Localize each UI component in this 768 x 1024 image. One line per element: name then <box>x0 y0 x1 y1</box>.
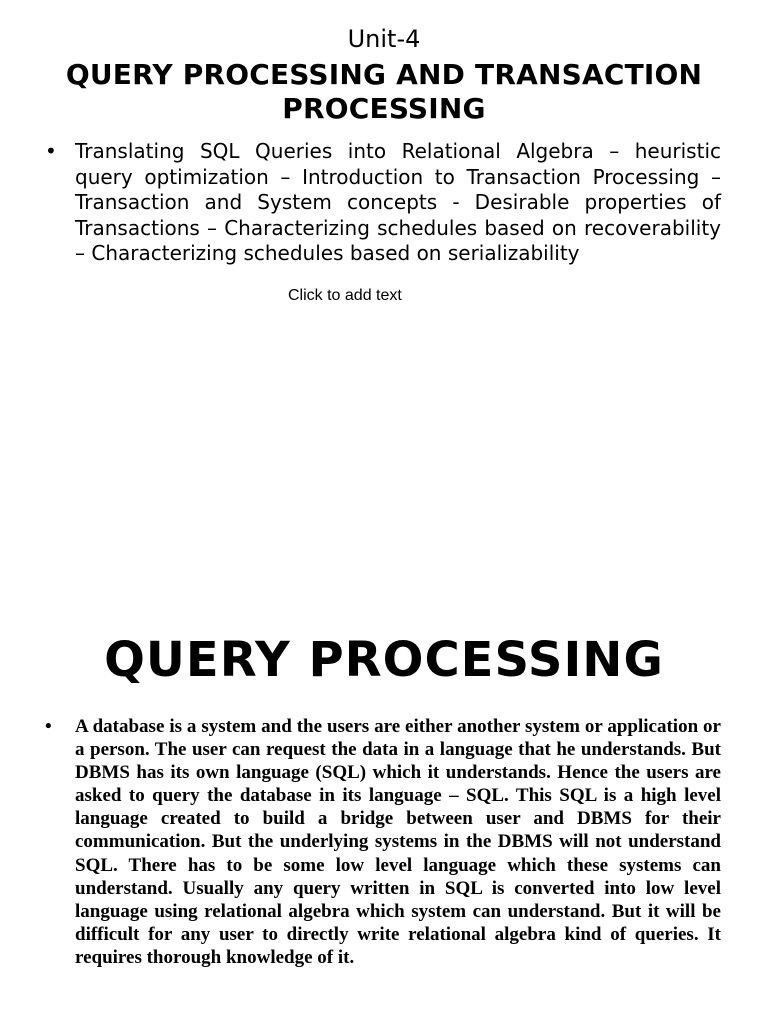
slide-1-bullet-list <box>45 139 721 267</box>
bullet-text: Translating SQL Queries into Relational Algebra – heuristic query optimization – Introduction to Transaction Processing – Transaction and System concepts - Desirable properties of Transactions – Characterizing schedules based on recoverability – Characterizing schedules based on serializability <box>75 139 721 266</box>
unit-label: Unit-4 <box>347 25 421 53</box>
slide-1-title: QUERY PROCESSING AND TRANSACTION PROCESSING <box>65 58 703 125</box>
list-item <box>45 139 721 267</box>
slide-2 <box>0 612 768 1012</box>
slide-2-title: QUERY PROCESSING <box>104 632 664 688</box>
bullet-icon: • <box>45 716 52 737</box>
slide-1 <box>0 0 768 330</box>
add-text-placeholder[interactable]: Click to add text <box>288 287 402 304</box>
bullet-icon: • <box>45 139 57 163</box>
bullet-text: A database is a system and the users are either another system or application or a person. The user can request the data in a language that he understands. But DBMS has its own language (SQL) which it understands. Hence the users are asked to query the database in its language – SQL. This SQL is a high level language created to build a bridge between user and DBMS for their communication. But the underlying systems in the DBMS will not understand SQL. There has to be some low level language which these systems can understand. Usually any query written in SQL is converted into low level language using relational algebra which system can understand. But it will be difficult for any user to directly write relational algebra kind of queries. It requires thorough knowledge of it. <box>75 716 721 968</box>
list-item <box>45 715 721 969</box>
slide-2-bullet-list <box>45 715 721 969</box>
